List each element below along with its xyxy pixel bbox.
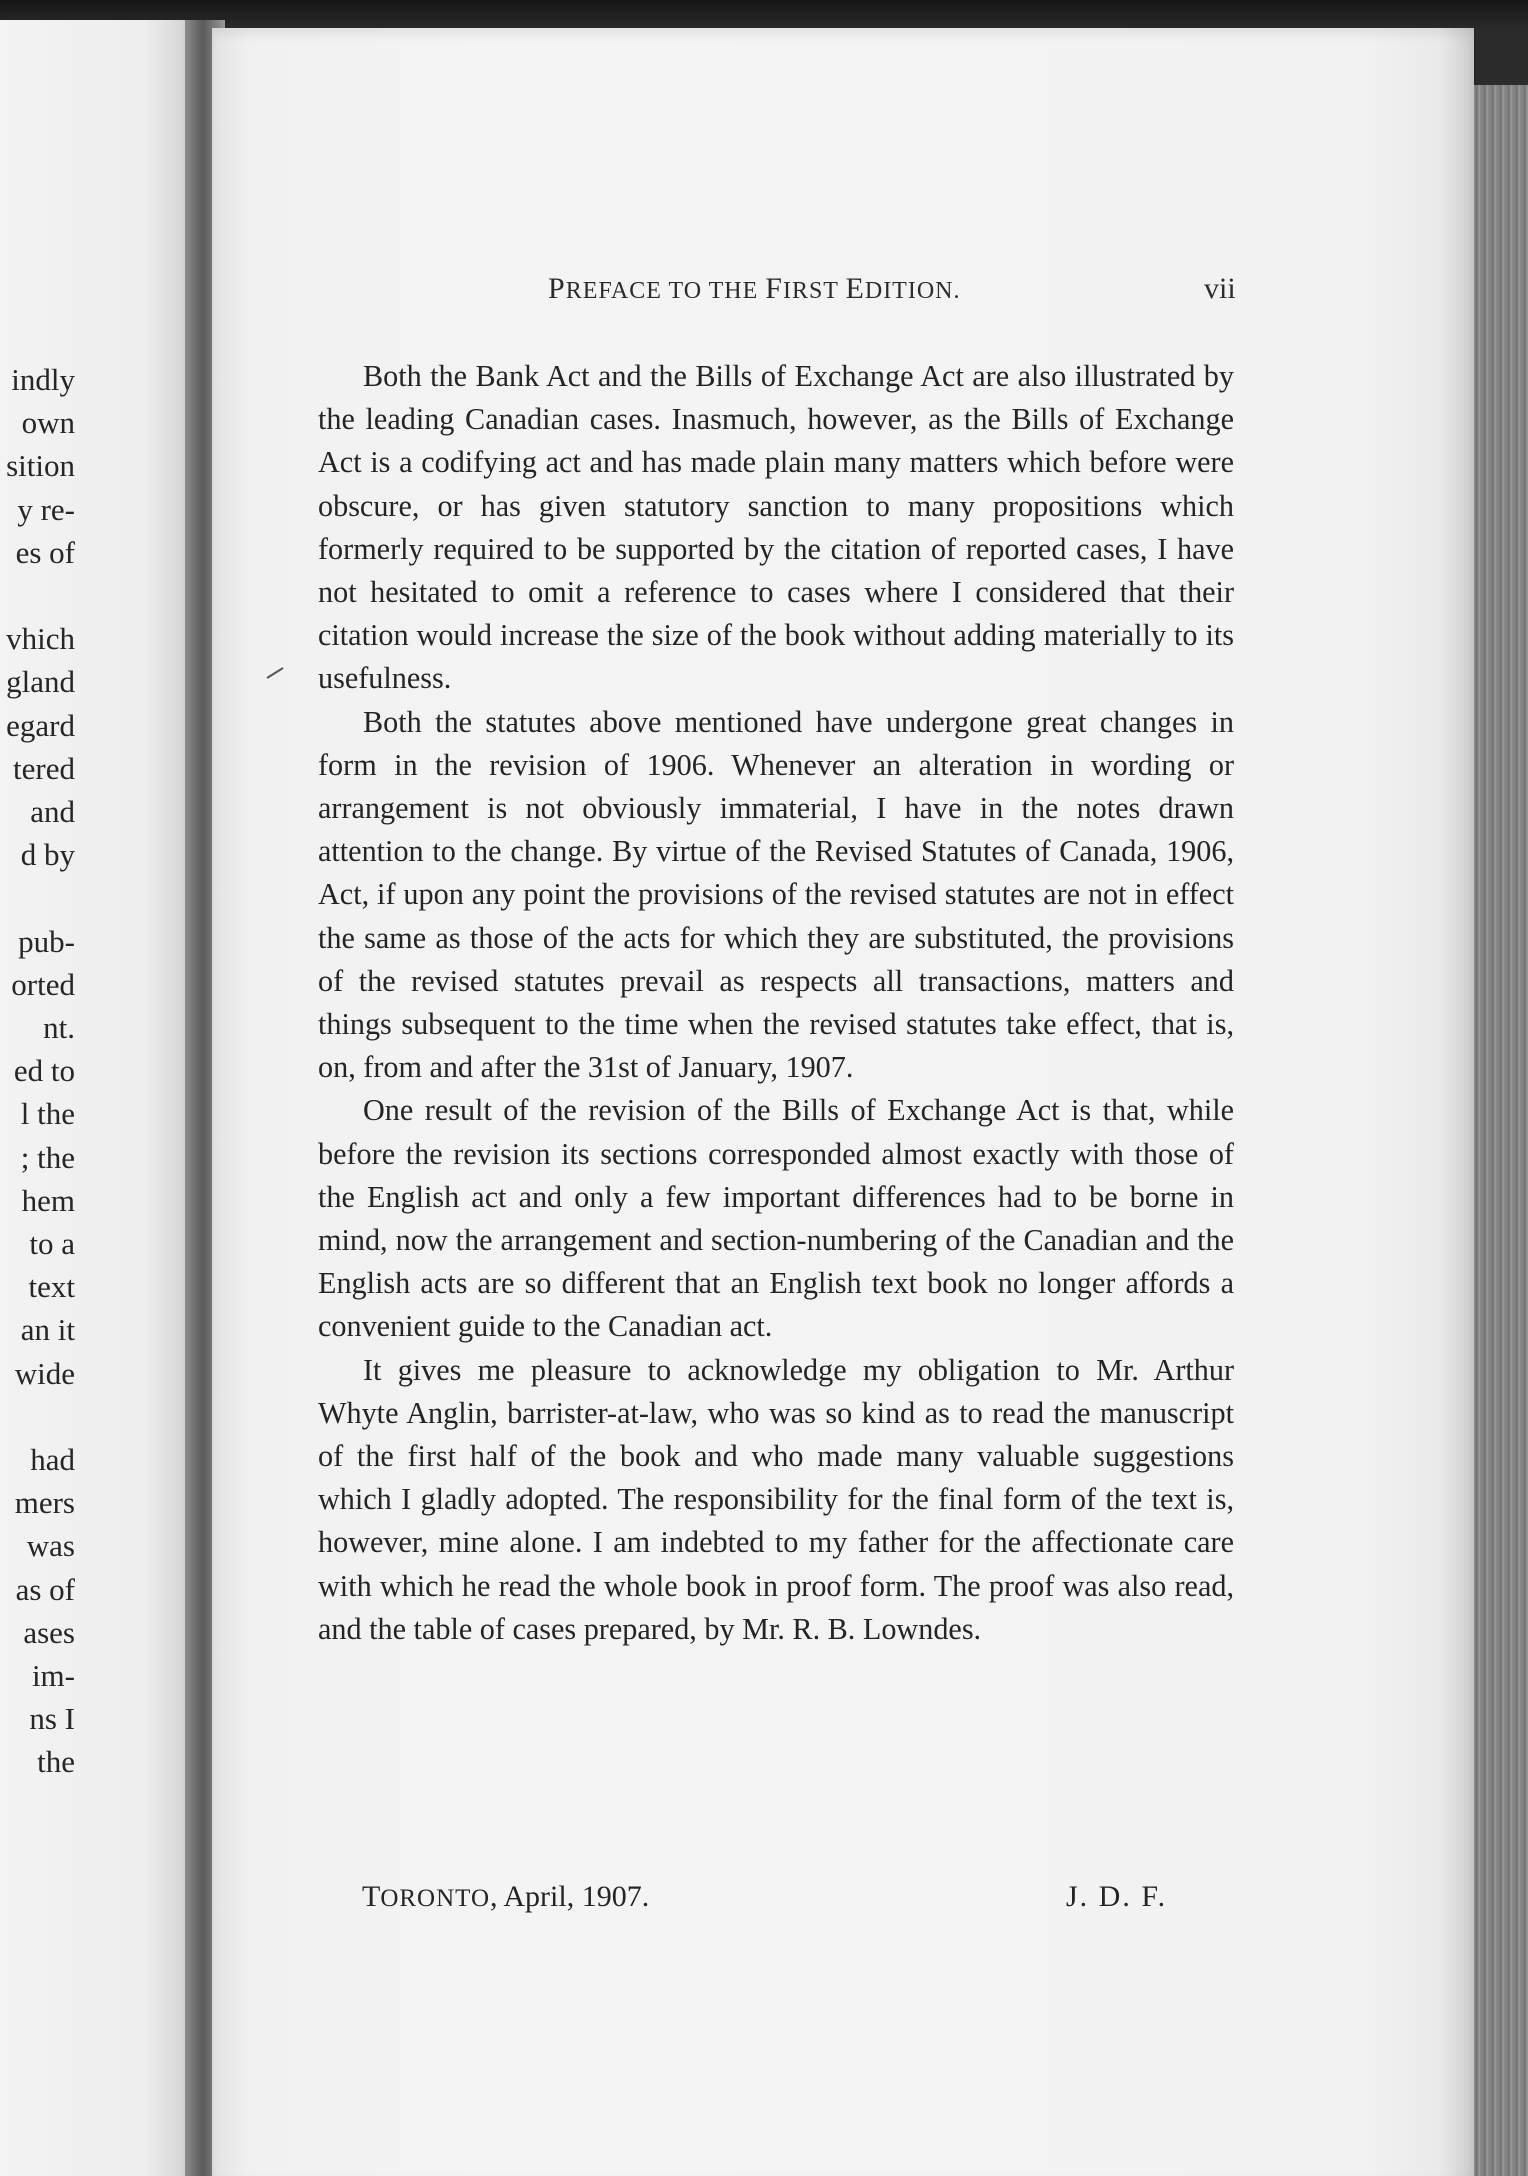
signoff-initials: J. D. F. [1066, 1880, 1168, 1913]
left-page-line-fragment: mers [14, 1485, 75, 1521]
left-page-line-fragment: d by [20, 837, 75, 873]
left-page-line-fragment: ed to [13, 1053, 75, 1089]
left-page-line-fragment: text [28, 1269, 75, 1305]
signoff-initial: T [362, 1880, 381, 1913]
running-head-initial: F [765, 272, 783, 305]
left-page-line-fragment: egard [6, 707, 75, 743]
preface-body [318, 355, 1234, 1651]
left-page-line-fragment: ases [23, 1614, 75, 1650]
page-edge-shadow [1440, 28, 1476, 2176]
paragraph: Both the Bank Act and the Bills of Exchange Act are also illustrated by the leading Canadian cases. Inasmuch, however, as the Bills of Exchange Act is a codifying act and has made plain many matters which before were obscure, or has given statutory sanction to many propositions which formerly required to be supported by the citation of reported cases, I have not hesitated to omit a reference to cases where I considered that their citation would increase the size of the book without adding materially to its usefulness. [318, 359, 1234, 696]
left-page-line-fragment: pub- [18, 923, 75, 959]
left-page-line-fragment: was [26, 1528, 75, 1564]
running-head [548, 272, 961, 306]
left-page-line-fragment: had [30, 1442, 75, 1477]
paragraph: Both the statutes above mentioned have undergone great changes in form in the revision of 1906. Whenever an alteration in wording or arrangement is not obviously immaterial, I have in the notes drawn attention to the change. By virtue of the Revised Statutes of Canada, 1906, Act, if upon any point the provisions of the revised statutes are not in effect the same as those of the acts for which they are substituted, the provisions of the revised statutes prevail as respects all transactions, matters and things subsequent to the time when the revised statutes take effect, that is, on, from and after the 31st of January, 1907. [318, 704, 1234, 1085]
running-head-initial: E [845, 272, 865, 305]
left-page-line-fragment: ; the [20, 1139, 75, 1175]
paragraph: One result of the revision of the Bills of Exchange Act is that, while before the revision its sections corresponded almost exactly with those of the English act and only a few important differences had to be borne in mind, now the arrangement and section-numbering of the Canadian and the English acts are so different that an English text book no longer affords a convenient guide to the Canadian act. [318, 1093, 1234, 1344]
left-page-line-fragment: and [30, 794, 75, 829]
running-head-part: REFACE TO THE [565, 278, 766, 304]
left-page-line-fragment: the [37, 1744, 75, 1780]
left-page-line-fragment: indly [11, 362, 75, 397]
left-facing-page [0, 20, 205, 2176]
left-page-line-fragment: nt. [43, 1010, 75, 1045]
pencil-tick-mark [266, 666, 284, 680]
left-page-line-fragment: hem [21, 1182, 75, 1218]
running-head-part: IRST [782, 278, 846, 304]
left-page-line-fragment: ns I [29, 1701, 75, 1737]
left-page-line-fragment: orted [11, 966, 75, 1002]
left-page-line-fragment: as of [15, 1571, 75, 1607]
signoff-place-date [362, 1880, 649, 1914]
paragraph: It gives me pleasure to acknowledge my obligation to Mr. Arthur Whyte Anglin, barrister-at-law, who was so kind as to read the manuscript of the first half of the book and who made many valuable suggestions which I gladly adopted. The responsibility for the final form of the text is, however, mine alone. I am indebted to my father for the affectionate care with which he read the whole book in proof form. The proof was also read, and the table of cases prepared, by Mr. R. B. Lowndes. [318, 1352, 1234, 1646]
left-page-line-fragment: sition [6, 448, 75, 484]
left-page-line-fragment: own [21, 405, 75, 441]
page-number: vii [1204, 272, 1236, 305]
left-page-line-fragment: vhich [6, 621, 75, 657]
left-page-line-fragment: im- [31, 1658, 75, 1693]
left-page-line-fragment: gland [6, 664, 75, 700]
signoff-rest: , April, 1907. [490, 1880, 650, 1913]
left-page-line-fragment: an it [20, 1312, 75, 1348]
left-page-line-fragment: wide [14, 1355, 75, 1391]
page-stack-edge [1474, 85, 1528, 2176]
left-page-line-fragment: y re- [17, 491, 75, 527]
signoff-smallcaps: ORONTO [380, 1885, 491, 1912]
left-page-line-fragment: l the [20, 1096, 75, 1132]
left-page-line-fragment: to a [29, 1226, 75, 1261]
running-head-part: DITION. [864, 278, 961, 304]
running-head-initial: P [548, 272, 566, 305]
left-page-line-fragment: es of [15, 534, 75, 570]
left-page-line-fragment: tered [13, 750, 75, 786]
